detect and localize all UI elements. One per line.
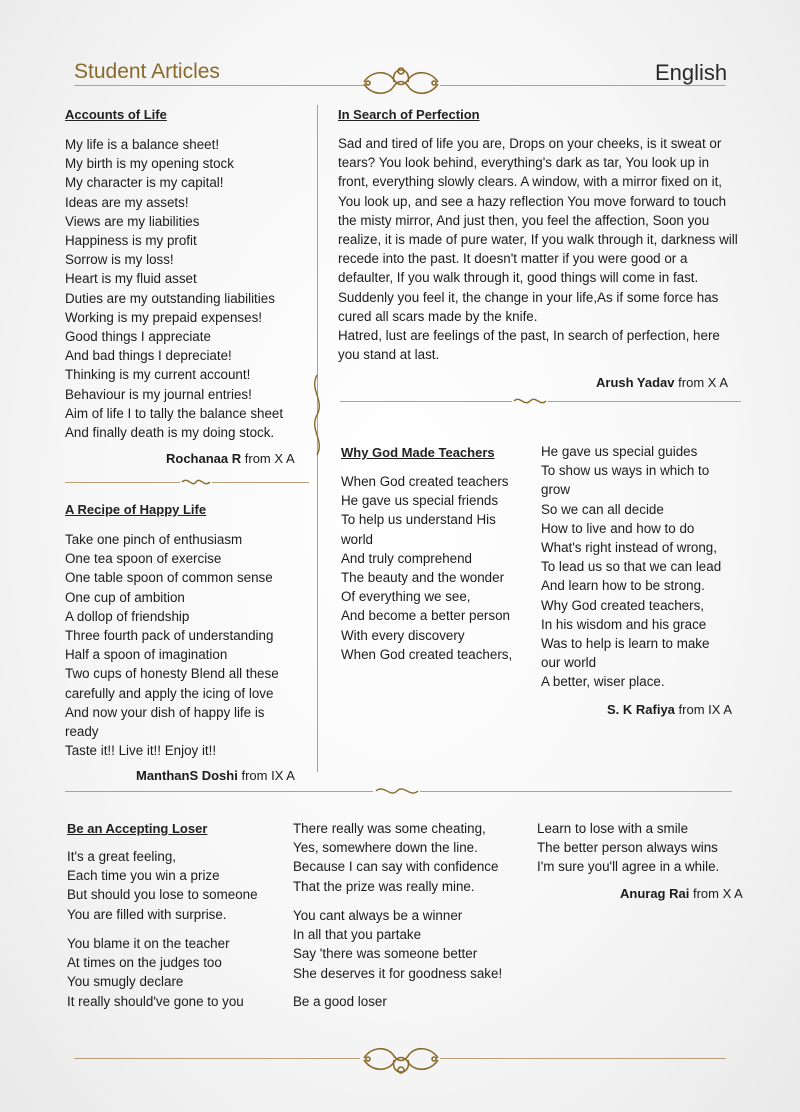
poem-line: But should you lose to someone — [67, 887, 258, 903]
poem-line: He gave us special friends — [341, 493, 499, 509]
author-class: from X A — [692, 886, 743, 901]
poem-teachers-col1 — [341, 472, 512, 664]
poem-line: grow — [541, 482, 571, 498]
poem-line: Each time you win a prize — [67, 868, 220, 884]
poem-line: That the prize was really mine. — [293, 878, 475, 894]
author-recipe — [136, 768, 295, 783]
poem-line: The better person always wins — [537, 840, 718, 856]
poem-line: My birth is my opening stock — [65, 156, 234, 172]
subject-title: English — [655, 60, 728, 85]
article-title-accounts: Accounts of Life — [65, 107, 167, 122]
poem-line: world — [341, 531, 373, 547]
header-rule-right — [440, 85, 726, 86]
poem-loser-stanza — [293, 819, 498, 896]
article-title-perfection: In Search of Perfection — [338, 107, 480, 122]
paragraph: Sad and tired of life you are, Drops on your cheeks, is it sweat or tears? You look behind, everything's dark as tar, You look up in front, everything slowly clears. A window, with a mirror fixed on it, You look up, and see a hazy reflection You move forward to touch the misty mirror, And just then, you feel the affection, Soon you realize, it is made of pure water, If you walk through it, darkness will recede into the past. It doesn't matter if you were good or a defaulter, If you walk through it, good things will come in fast. Suddenly you feel it, the change in your life,As if some force has cured all scars made by the knife. — [338, 136, 738, 324]
author-name: ManthanS Doshi — [136, 768, 238, 783]
separator-left — [340, 401, 512, 402]
footer-rule-right — [440, 1058, 726, 1059]
poem-loser-stanza — [67, 847, 258, 924]
poem-line: carefully and apply the icing of love — [65, 685, 274, 701]
poem-line: What's right instead of wrong, — [541, 540, 717, 556]
poem-loser-stanza — [293, 906, 502, 983]
poem-line: She deserves it for goodness sake! — [293, 965, 503, 981]
poem-line: Sorrow is my loss! — [65, 252, 174, 268]
poem-line: With every discovery — [341, 627, 465, 643]
poem-line: Heart is my fluid asset — [65, 271, 197, 287]
separator-right — [212, 482, 309, 483]
small-flourish-icon — [374, 782, 420, 800]
poem-line: To help us understand His — [341, 512, 496, 528]
poem-line: our world — [541, 655, 597, 671]
poem-loser-stanza — [293, 992, 387, 1011]
poem-line: Two cups of honesty Blend all these — [65, 666, 279, 682]
footer-rule-left — [74, 1058, 360, 1059]
footer-flourish-icon — [358, 1040, 444, 1076]
poem-line: You smugly declare — [67, 974, 184, 990]
poem-line: One cup of ambition — [65, 589, 185, 605]
poem-line: Good things I appreciate — [65, 329, 211, 345]
poem-line: You are filled with surprise. — [67, 906, 227, 922]
poem-line: When God created teachers, — [341, 646, 513, 662]
poem-line: How to live and how to do — [541, 520, 695, 536]
author-name: Anurag Rai — [620, 886, 690, 901]
author-perfection — [596, 375, 728, 390]
poem-line: Half a spoon of imagination — [65, 647, 228, 663]
poem-line: In all that you partake — [293, 927, 422, 943]
poem-line: Yes, somewhere down the line. — [293, 840, 478, 856]
poem-line: Duties are my outstanding liabilities — [65, 290, 275, 306]
poem-line: Views are my liabilities — [65, 213, 200, 229]
poem-line: Working is my prepaid expenses! — [65, 309, 262, 325]
divider-flourish-icon — [309, 375, 325, 455]
separator-right — [420, 791, 732, 792]
poem-line: One tea spoon of exercise — [65, 551, 222, 567]
separator-right — [548, 401, 741, 402]
poem-line: I'm sure you'll agree in a while. — [537, 859, 720, 875]
poem-line: And truly comprehend — [341, 550, 473, 566]
poem-line: Be a good loser — [293, 994, 387, 1009]
poem-line: Behaviour is my journal entries! — [65, 386, 252, 402]
poem-line: In his wisdom and his grace — [541, 616, 707, 632]
poem-line: When God created teachers — [341, 474, 509, 489]
poem-line: Learn to lose with a smile — [537, 821, 689, 836]
author-class: from X A — [678, 375, 729, 390]
poem-loser-stanza — [537, 819, 719, 877]
author-name: S. K Rafiya — [607, 702, 675, 717]
poem-loser-stanza — [67, 934, 244, 1011]
small-flourish-icon — [512, 393, 548, 409]
poem-line: ready — [65, 724, 99, 740]
author-class: from IX A — [678, 702, 733, 717]
author-class: from IX A — [241, 768, 295, 783]
author-accounts — [166, 451, 295, 466]
author-name: Arush Yadav — [596, 375, 675, 390]
author-loser — [620, 886, 743, 901]
poem-line: It really should've gone to you — [67, 993, 244, 1009]
poem-line: And bad things I depreciate! — [65, 348, 232, 364]
poem-line: A better, wiser place. — [541, 674, 665, 690]
article-title-teachers: Why God Made Teachers — [341, 445, 495, 460]
poem-teachers-col2 — [541, 442, 721, 692]
author-class: from X A — [244, 451, 295, 466]
poem-line: He gave us special guides — [541, 444, 698, 459]
poem-line: Why God created teachers, — [541, 597, 704, 613]
poem-line: A dollop of friendship — [65, 608, 190, 624]
poem-line: My life is a balance sheet! — [65, 137, 220, 152]
paragraph: Hatred, lust are feelings of the past, In search of perfection, here you stand at last. — [338, 328, 720, 363]
header-rule-left — [74, 85, 364, 86]
poem-line: At times on the judges too — [67, 955, 222, 971]
poem-line: And finally death is my doing stock. — [65, 425, 275, 441]
ornament-flourish-icon — [358, 62, 444, 98]
article-title-loser: Be an Accepting Loser — [67, 821, 208, 836]
poem-line: And learn how to be strong. — [541, 578, 705, 594]
section-title: Student Articles — [74, 60, 220, 83]
poem-line: You cant always be a winner — [293, 908, 463, 923]
essay-perfection — [338, 134, 743, 364]
poem-recipe — [65, 530, 279, 760]
article-title-recipe: A Recipe of Happy Life — [65, 502, 207, 517]
author-name: Rochanaa R — [166, 451, 242, 466]
poem-line: One table spoon of common sense — [65, 570, 273, 586]
poem-line: Taste it!! Live it!! Enjoy it!! — [65, 743, 217, 759]
poem-line: Because I can say with confidence — [293, 859, 499, 875]
poem-line: And now your dish of happy life is — [65, 704, 265, 720]
poem-line: My character is my capital! — [65, 175, 224, 191]
separator-left — [65, 791, 373, 792]
separator-left — [65, 482, 180, 483]
poem-line: Thinking is my current account! — [65, 367, 251, 383]
poem-line: To lead us so that we can lead — [541, 559, 722, 575]
poem-line: You blame it on the teacher — [67, 936, 230, 951]
poem-line: Aim of life I to tally the balance sheet — [65, 405, 284, 421]
small-flourish-icon — [180, 474, 212, 490]
poem-line: Three fourth pack of understanding — [65, 628, 274, 644]
author-teachers — [607, 702, 732, 717]
poem-line: So we can all decide — [541, 501, 664, 517]
poem-line: Of everything we see, — [341, 589, 471, 605]
poem-line: And become a better person — [341, 608, 510, 624]
poem-line: To show us ways in which to — [541, 463, 710, 479]
poem-line: Say 'there was someone better — [293, 946, 478, 962]
poem-line: Was to help is learn to make — [541, 636, 710, 652]
poem-accounts — [65, 135, 283, 442]
poem-line: Take one pinch of enthusiasm — [65, 532, 243, 547]
poem-line: The beauty and the wonder — [341, 570, 505, 586]
poem-line: It's a great feeling, — [67, 849, 177, 864]
poem-line: Happiness is my profit — [65, 233, 197, 249]
poem-line: Ideas are my assets! — [65, 194, 189, 210]
poem-line: There really was some cheating, — [293, 821, 486, 836]
